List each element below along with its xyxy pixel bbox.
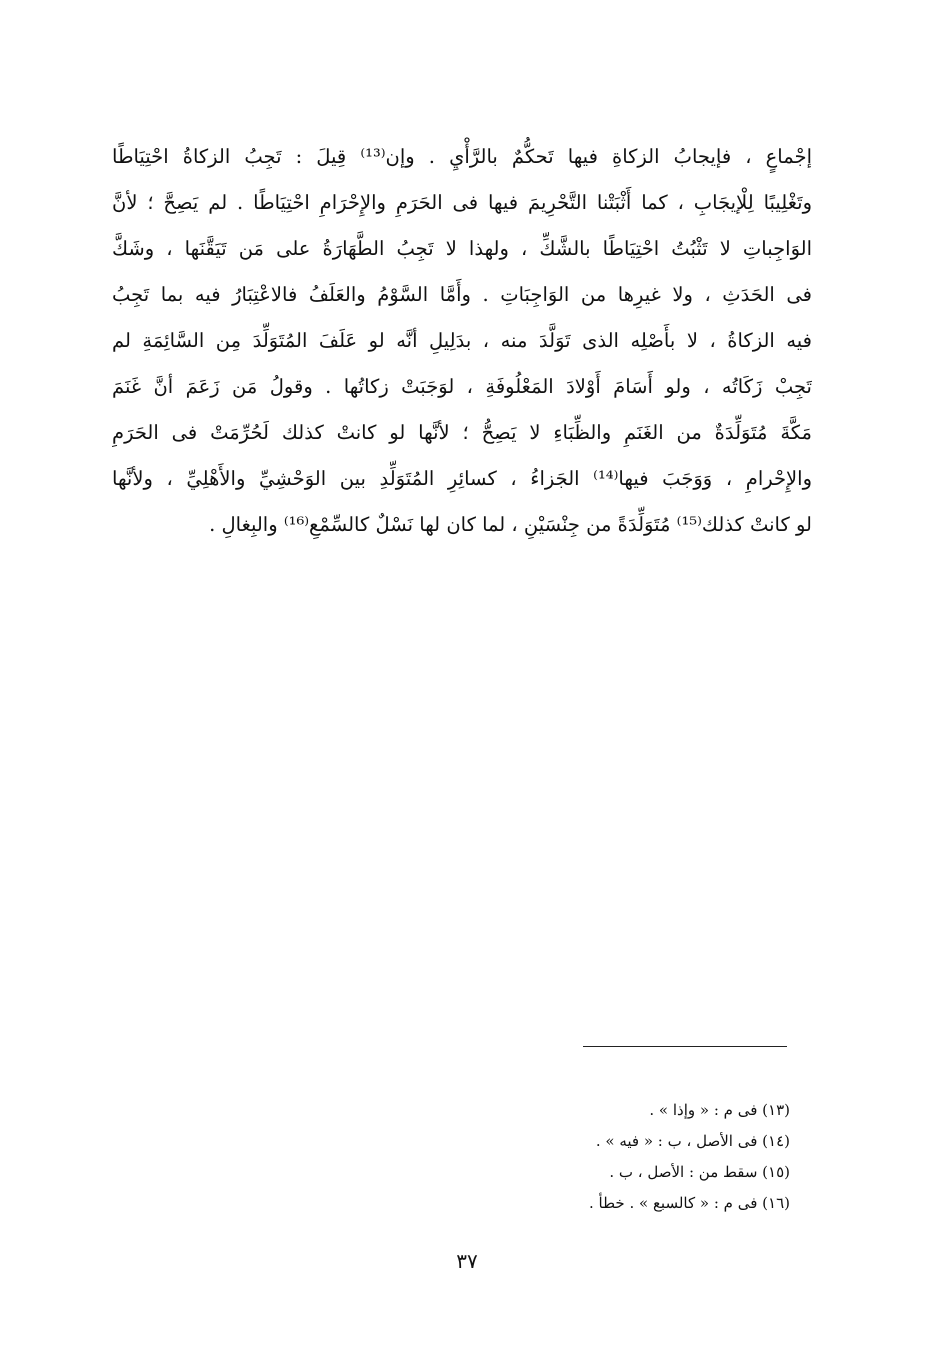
text-line: مَكَّةَ مُتَوَلِّدَةٌ من الغَنَمِ والظِّبَاءِ لا يَصِحُّ ؛ لأنَّها لو كانتْ كذلك لَحُرِّمَتْ فى الحَرَمِ: [112, 421, 812, 444]
footnote: (١٦) فى م : « كالسبع » . خطأ .: [589, 1194, 790, 1212]
text-line: الوَاجِباتِ لا تَثْبُتُ احْتِيَاطًا بالشَّكِّ ، ولهذا لا تَجِبُ الطَّهَارَةُ على مَن تَيَقَّنَها ، وشَكَّ: [112, 237, 812, 260]
footnote: (١٥) سقط من : الأصل ، ب .: [609, 1163, 790, 1181]
text-line: والإِحْرامِ ، وَوَجَبَ فيها⁽¹⁴⁾ الجَزاءُ ، كسائِرِ المُتَوَلِّدِ بين الوَحْشِيِّ والأَهْلِيِّ ، ولأنَّها: [112, 467, 812, 490]
text-line: فى الحَدَثِ ، ولا غيرِها من الوَاجِبَاتِ . وأَمَّا السَّوْمُ والعَلَفُ فالاعْتِبَارُ فيه بما تَجِبُ: [112, 283, 812, 306]
footnote-separator: [583, 1046, 787, 1047]
text-line: فيه الزكاةُ ، لا بأَصْلِه الذى تَوَلَّدَ منه ، بدَلِيلِ أنَّه لو عَلَفَ المُتَوَلِّدَ مِن السَّائِمَةِ لم: [112, 329, 812, 352]
text-line: لو كانتْ كذلك⁽¹⁵⁾ مُتَوَلِّدَةً من جِنْسَيْنِ ، لما كان لها نَسْلٌ كالسِّمْعِ⁽¹⁶⁾ والبِغالِ .: [209, 513, 812, 536]
page-number: ٣٧: [456, 1249, 478, 1273]
text-line: وتَغْلِيبًا لِلْإيجَابِ ، كما أَثْبَتْنا التَّحْرِيمَ فيها فى الحَرَمِ والإِحْرَامِ احْتِيَاطًا . لم يَصِحَّ ؛ لأنَّ: [112, 191, 812, 214]
footnote: (١٤) فى الأصل ، ب : « فيه » .: [595, 1132, 790, 1150]
footnote: (١٣) فى م : « وإذا » .: [649, 1101, 790, 1119]
footnotes: [480, 1095, 790, 1219]
text-line: إجْماعٍ ، فإيجابُ الزكاةِ فيها تَحكُّمٌ بالرَّأْيِ . وإن⁽¹³⁾ قِيلَ : تَجِبُ الزكاةُ احْتِيَاطًا: [112, 145, 812, 168]
main-text: [112, 134, 812, 548]
text-line: تَجِبْ زَكَاتُه ، ولو أَسَامَ أَوْلادَ المَعْلُوفَةِ ، لوَجَبَتْ زكاتُها . وقولُ مَن زَعَمَ أنَّ غَنَمَ: [112, 375, 812, 398]
